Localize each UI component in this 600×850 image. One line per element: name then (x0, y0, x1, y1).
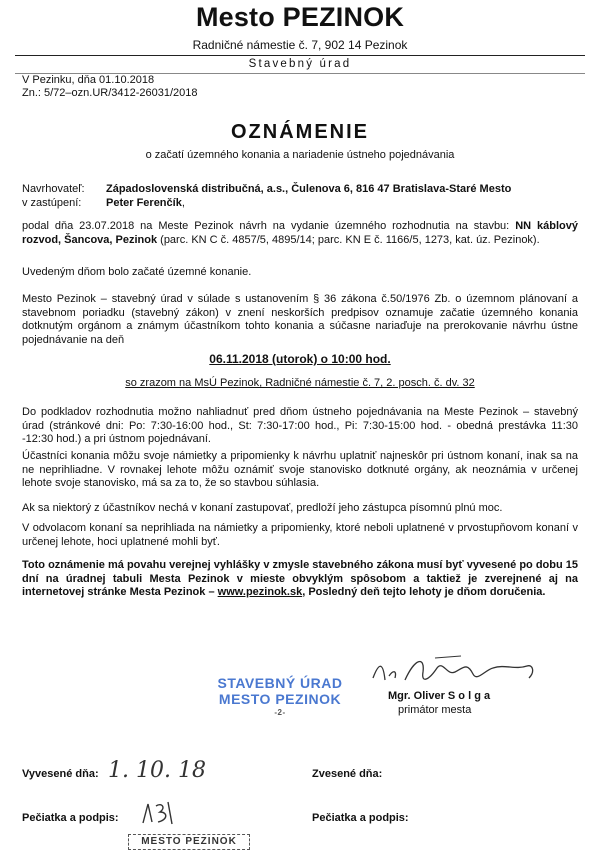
paragraph-start: Uvedeným dňom bolo začaté územné konanie. (22, 266, 252, 278)
handwritten-signature (365, 650, 545, 695)
city-title: Mesto PEZINOK (195, 2, 405, 32)
stamp-signature-label-left: Pečiatka a podpis: (22, 812, 119, 824)
header-divider (15, 55, 585, 56)
signatory-role: primátor mesta (398, 704, 472, 716)
place-date: V Pezinku, dňa 01.10.2018 (22, 74, 155, 86)
removed-label: Zvesené dňa: (312, 768, 383, 780)
office-stamp: STAVEBNÝ ÚRAD MESTO PEZINOK -2- (217, 675, 343, 717)
posted-date-handwritten: 1. 10. 18 (108, 758, 206, 783)
representative-label: v zastúpení: (22, 197, 82, 209)
signatory-name: Mgr. Oliver S o l g a (388, 690, 491, 702)
initials-signature (138, 798, 178, 828)
city-address: Radničné námestie č. 7, 902 14 Pezinok (192, 38, 408, 52)
website-link[interactable]: www.pezinok.sk (217, 586, 303, 598)
paragraph-documents: Do podkladov rozhodnutia možno nahliadnuť pred dňom ústneho pojednávania na Meste Pezinok – stavebný úrad (stránkové dni: Po: 7:30-16:00 hod., St: 7:30-17:00 hod., Pi: 7:30-15:00 hod. - obedná prestávka 11:30 -12:30 hod.) a pri ústnom pojednávaní. (22, 406, 578, 445)
notice-subheading: o začatí územného konania a nariadenie ústneho pojednávania (145, 149, 455, 161)
hearing-date: 06.11.2018 (utorok) o 10:00 hod. (209, 352, 391, 366)
paragraph-public-notice: Toto oznámenie má povahu verejnej vyhlášky v zmysle stavebného zákona musí byť vyvesené po dobu 15 dní na úradnej tabuli Mesta Pezinok v mieste obvyklým spôsobom a taktiež je zverejnené aj na internetovej stránke Mesta Pezinok – www.pezinok.sk, Posledný deň tejto lehoty je dňom doručenia. (22, 559, 578, 598)
hearing-place: so zrazom na MsÚ Pezinok, Radničné námestie č. 7, 2. posch. č. dv. 32 (125, 377, 475, 389)
notice-heading: OZNÁMENIE (231, 121, 369, 143)
representative-value: Peter Ferenčík, (106, 197, 185, 209)
paragraph-objections: Účastníci konania môžu svoje námietky a pripomienky k návrhu uplatniť najneskôr pri ústnom konaní, inak sa na ne neprihliadne. V rovnakej lehote môžu oznámiť svoje stanovisko dotknuté orgány, ak neoznámia v určenej lehote svoje stanovisko, má sa za to, že so stavbou súhlasia. (22, 450, 578, 489)
applicant-value: Západoslovenská distribučná, a.s., Čulenova 6, 816 47 Bratislava-Staré Mesto (106, 183, 512, 195)
paragraph-application: podal dňa 23.07.2018 na Meste Pezinok návrh na vydanie územného rozhodnutia na stavbu: NN káblový rozvod, Šancova, Pezinok (parc. KN C č. 4857/5, 4895/14; parc. KN E č. 1166/5, 1273, kat. úz. Pezinok). (22, 220, 578, 246)
applicant-label: Navrhovateľ: (22, 183, 85, 195)
paragraph-appeal: V odvolacom konaní sa neprihliada na námietky a pripomienky, ktoré neboli uplatnené v prvostupňovom konaní v určenej lehote, hoci uplatnené mohli byť. (22, 522, 578, 548)
stamp-signature-label-right: Pečiatka a podpis: (312, 812, 409, 824)
city-stamp: MESTO PEZINOK (128, 834, 250, 850)
posted-label: Vyvesené dňa: (22, 768, 99, 780)
office-name: Stavebný úrad (248, 58, 352, 70)
paragraph-representation: Ak sa niektorý z účastníkov nechá v konaní zastupovať, predloží jeho zástupca písomnú plnú moc. (22, 502, 503, 514)
paragraph-announcement: Mesto Pezinok – stavebný úrad v súlade s ustanovením § 36 zákona č.50/1976 Zb. o územnom plánovaní a stavebnom poriadku (stavebný zákon) v znení neskorších predpisov oznamuje začatie územného konania dotknutým orgánom a známym účastníkom tohto konania a súčasne nariaďuje na prerokovanie návrhu ústne pojednávanie na deň (22, 293, 578, 346)
reference-number: Zn.: 5/72–ozn.UR/3412-26031/2018 (22, 87, 198, 99)
